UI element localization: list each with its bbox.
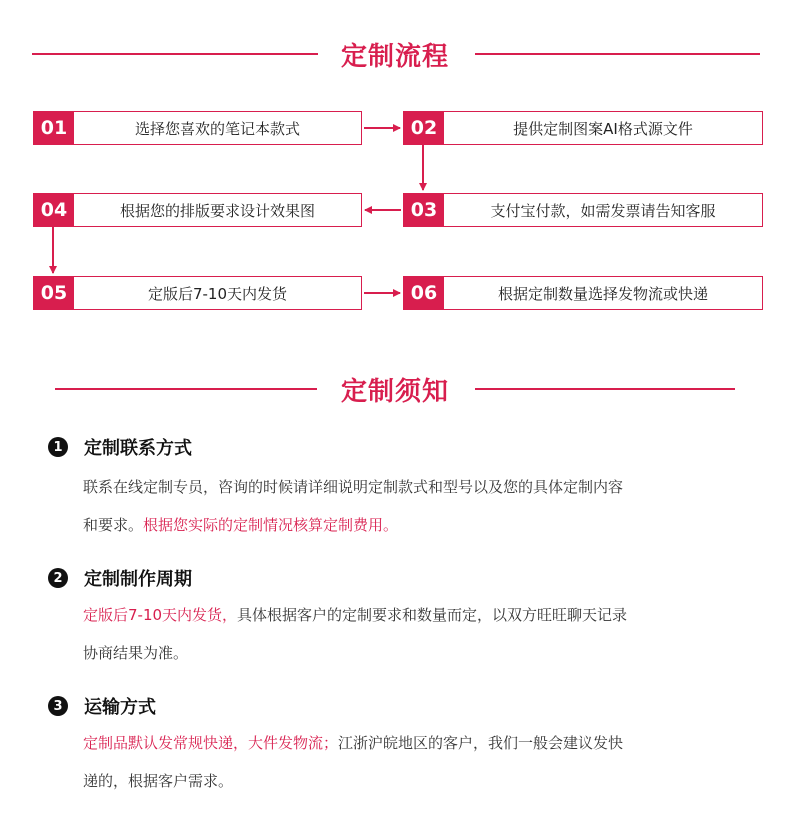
notice-item-title: 定制联系方式	[84, 438, 192, 459]
notice-item-title: 定制制作周期	[84, 569, 192, 590]
number-badge-icon: 2	[48, 568, 68, 588]
notice-item-title: 运输方式	[84, 697, 156, 718]
number-badge-icon: 3	[48, 696, 68, 716]
step-label: 选择您喜欢的笔记本款式	[134, 119, 300, 138]
body-line	[83, 506, 753, 544]
step-number: 06	[404, 277, 444, 309]
step-number: 01	[34, 112, 74, 144]
notice-item-1-body	[83, 468, 753, 544]
flow-arrows	[0, 0, 790, 330]
notice-item-3-body	[83, 724, 753, 800]
notice-item-1-heading	[48, 434, 192, 460]
body-text: 和要求。	[83, 516, 144, 534]
body-text: 具体根据客户的定制要求和数量而定，以双方旺旺聊天记录	[237, 606, 628, 624]
number-badge-icon: 1	[48, 437, 68, 457]
step-label: 提供定制图案AI格式源文件	[513, 119, 693, 138]
step-number: 04	[34, 194, 74, 226]
notice-item-2-heading	[48, 565, 192, 591]
body-line	[83, 596, 753, 634]
step-label: 根据您的排版要求设计效果图	[119, 201, 315, 220]
highlight-text: 定版后7-10天内发货，	[83, 606, 238, 624]
notice-item-3-heading	[48, 693, 156, 719]
step-number: 05	[34, 277, 74, 309]
step-number: 02	[404, 112, 444, 144]
body-line: 联系在线定制专员，咨询的时候请详细说明定制款式和型号以及您的具体定制内容	[83, 478, 624, 496]
highlight-text: 根据您实际的定制情况核算定制费用。	[143, 516, 399, 534]
highlight-text: 定制品默认发常规快递，大件发物流；	[83, 734, 339, 752]
body-line: 协商结果为准。	[83, 644, 189, 662]
notice-item-2-body	[83, 596, 753, 672]
step-number: 03	[404, 194, 444, 226]
step-label: 定版后7-10天内发货	[147, 284, 288, 303]
body-line: 递的，根据客户需求。	[83, 772, 234, 790]
process-title: 定制流程	[340, 42, 449, 72]
body-text: 江浙沪皖地区的客户，我们一般会建议发快	[338, 734, 624, 752]
notice-title: 定制须知	[340, 377, 449, 407]
body-line	[83, 724, 753, 762]
step-label: 根据定制数量选择发物流或快递	[497, 284, 708, 303]
step-label: 支付宝付款，如需发票请告知客服	[490, 201, 716, 220]
